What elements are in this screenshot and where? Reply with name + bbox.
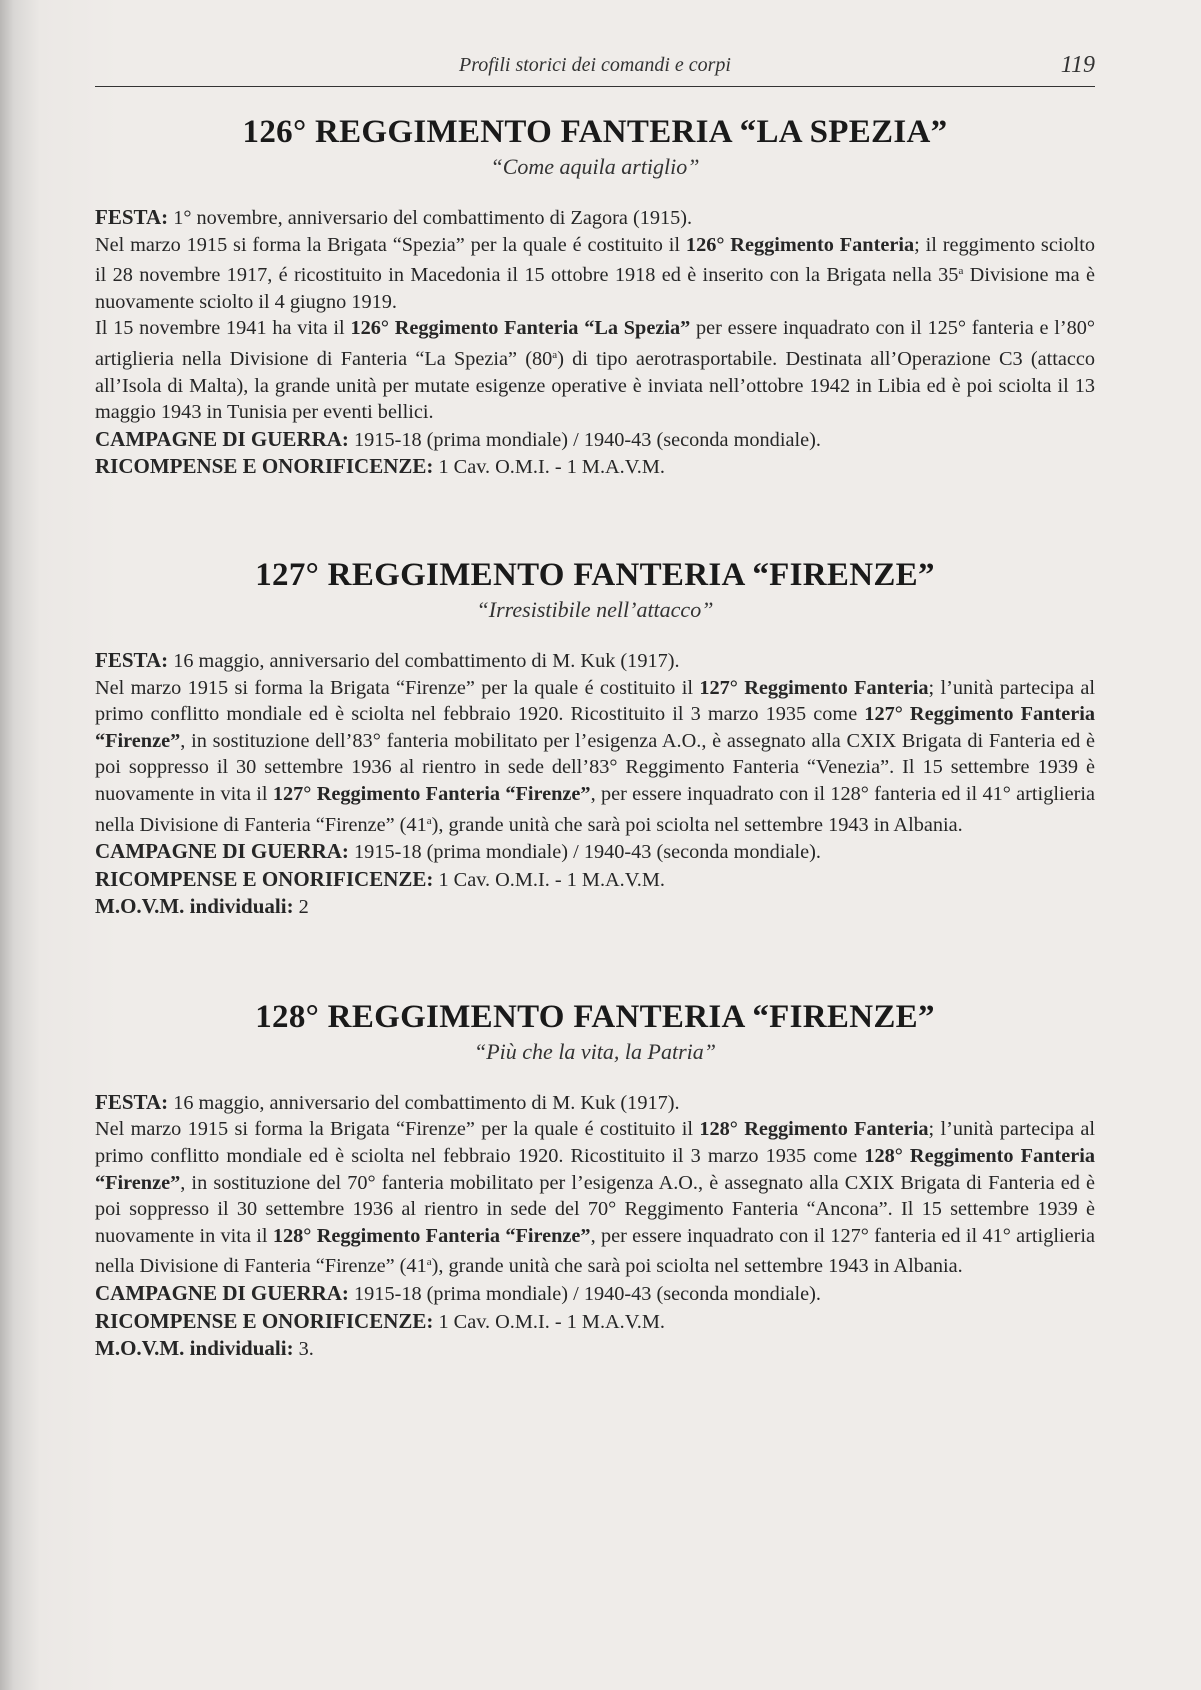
- festa-line: [95, 1089, 1095, 1117]
- history-paragraph-1: Nel marzo 1915 si forma la Brigata “Spezia” per la quale é costituito il 126° Reggimento Fanteria; il reggimento sciolto il 28 novembre 1917, é ricostituito in Macedonia il 15 ottobre 1918 ed è inserito con la Brigata nella 35$^a$ Divisione ma è nuovamente sciolto il 4 giugno 1919.: [95, 233, 1096, 313]
- regiment-name: 128° Reggimento Fanteria: [699, 1118, 929, 1141]
- section-128-firenze: [95, 997, 1095, 1363]
- ricompense-line: [95, 1308, 1095, 1336]
- campagne-value: 1915-18 (prima mondiale) / 1940-43 (seconda mondiale).: [354, 1283, 821, 1306]
- section-motto: “Come aquila artiglio”: [490, 154, 700, 179]
- section-motto: “Irresistibile nell’attacco”: [476, 596, 714, 622]
- ricompense-line: [95, 453, 1095, 481]
- campagne-line: [95, 426, 1095, 454]
- ricompense-line: [95, 866, 1095, 894]
- ricompense-label: RICOMPENSE E ONORIFICENZE:: [95, 1308, 434, 1333]
- regiment-name: 128° Reggimento Fanteria “Firenze”: [272, 1224, 591, 1247]
- section-126-la-spezia: [95, 112, 1095, 481]
- movm-label: M.O.V.M. individuali:: [95, 1336, 294, 1361]
- festa-line: [95, 204, 1095, 232]
- festa-value: 16 maggio, anniversario del combattimento di M. Kuk (1917).: [173, 1091, 680, 1114]
- section-spacer: [95, 481, 1095, 543]
- campagne-label: CAMPAGNE DI GUERRA:: [95, 839, 349, 864]
- campagne-value: 1915-18 (prima mondiale) / 1940-43 (seconda mondiale).: [354, 841, 821, 864]
- regiment-name: 127° Reggimento Fanteria “Firenze”: [272, 782, 591, 805]
- section-body: [95, 647, 1095, 921]
- section-title: 128° REGGIMENTO FANTERIA “FIRENZE”: [255, 998, 935, 1035]
- movm-line: [95, 1335, 1095, 1363]
- campagne-label: CAMPAGNE DI GUERRA:: [95, 1281, 349, 1306]
- regiment-name: 127° Reggimento Fanteria “Firenze”: [95, 703, 1095, 752]
- campagne-line: [95, 1280, 1095, 1308]
- history-paragraph-1: Nel marzo 1915 si forma la Brigata “Firenze” per la quale é costituito il 128° Reggimento Fanteria; l’unità partecipa al primo conflitto mondiale ed è sciolta nel febbraio 1920. Ricostituito il 3 marzo 1935 come 128° Reggimento Fanteria “Firenze”, in sostituzione del 70° fanteria mobilitato per l’esigenza A.O., è assegnato alla CXIX Brigata di Fanteria ed è poi soppresso il 30 settembre 1936 al rientro in sede del 70° Reggimento Fanteria “Ancona”. Il 15 settembre 1939 è nuovamente in vita il 128° Reggimento Fanteria “Firenze”, per essere inquadrato con il 127° fanteria ed il 41° artiglieria nella Divisione di Fanteria “Firenze” (41$^a$), grande unità che sarà poi sciolta nel settembre 1943 in Albania.: [95, 1118, 1095, 1278]
- regiment-name: 126° Reggimento Fanteria “La Spezia”: [350, 317, 691, 340]
- running-header: [95, 52, 1095, 87]
- campagne-line: [95, 838, 1095, 866]
- section-title: 126° REGGIMENTO FANTERIA “LA SPEZIA”: [242, 114, 948, 150]
- movm-line: [95, 893, 1095, 921]
- regiment-name: 126° Reggimento Fanteria: [685, 233, 915, 256]
- history-paragraph-1: Nel marzo 1915 si forma la Brigata “Firenze” per la quale é costituito il 127° Reggimento Fanteria; l’unità partecipa al primo conflitto mondiale ed è sciolta nel febbraio 1920. Ricostituito il 3 marzo 1935 come 127° Reggimento Fanteria “Firenze”, in sostituzione dell’83° fanteria mobilitato per l’esigenza A.O., è assegnato alla CXIX Brigata di Fanteria ed è poi soppresso il 30 settembre 1936 al rientro in sede dell’83° Reggimento Fanteria “Venezia”. Il 15 settembre 1939 è nuovamente in vita il 127° Reggimento Fanteria “Firenze”, per essere inquadrato con il 128° fanteria ed il 41° artiglieria nella Divisione di Fanteria “Firenze” (41$^a$), grande unità che sarà poi sciolta nel settembre 1943 in Albania.: [95, 676, 1095, 836]
- regiment-name: 127° Reggimento Fanteria: [699, 676, 929, 699]
- movm-label: M.O.V.M. individuali:: [95, 894, 294, 919]
- movm-value: 2: [298, 896, 309, 919]
- ricompense-label: RICOMPENSE E ONORIFICENZE:: [95, 866, 434, 891]
- section-motto: “Più che la vita, la Patria”: [474, 1038, 716, 1064]
- regiment-name: 128° Reggimento Fanteria “Firenze”: [95, 1145, 1095, 1194]
- page-number: 119: [1060, 52, 1095, 78]
- ricompense-value: 1 Cav. O.M.I. - 1 M.A.V.M.: [438, 868, 665, 891]
- festa-label: FESTA:: [95, 647, 169, 672]
- ricompense-label: RICOMPENSE E ONORIFICENZE:: [95, 454, 434, 479]
- festa-value: 16 maggio, anniversario del combattimento di M. Kuk (1917).: [173, 649, 680, 672]
- section-127-firenze: [95, 555, 1095, 921]
- ricompense-value: 1 Cav. O.M.I. - 1 M.A.V.M.: [438, 456, 665, 479]
- page-content: [95, 100, 1095, 1363]
- ricompense-value: 1 Cav. O.M.I. - 1 M.A.V.M.: [438, 1310, 665, 1333]
- section-body: [95, 204, 1095, 481]
- festa-label: FESTA:: [95, 1089, 169, 1114]
- movm-value: 3.: [298, 1338, 314, 1361]
- section-title: 127° REGGIMENTO FANTERIA “FIRENZE”: [255, 556, 935, 593]
- festa-line: [95, 647, 1095, 675]
- history-paragraph-2: Il 15 novembre 1941 ha vita il 126° Reggimento Fanteria “La Spezia” per essere inquadrato con il 125° fanteria e l’80° artiglieria nella Divisione di Fanteria “La Spezia” (80$^a$) di tipo aerotrasportabile. Destinata all’Operazione C3 (attacco all’Isola di Malta), la grande unità per mutate esigenze operative è inviata nell’ottobre 1942 in Libia ed è poi sciolta il 13 maggio 1943 in Tunisia per eventi bellici.: [95, 317, 1096, 424]
- section-body: [95, 1089, 1095, 1363]
- running-title: Profili storici dei comandi e corpi: [458, 54, 731, 76]
- campagne-value: 1915-18 (prima mondiale) / 1940-43 (seconda mondiale).: [354, 428, 821, 451]
- campagne-label: CAMPAGNE DI GUERRA:: [95, 426, 349, 451]
- festa-value: 1° novembre, anniversario del combattimento di Zagora (1915).: [173, 207, 693, 229]
- section-spacer: [95, 921, 1095, 985]
- festa-label: FESTA:: [95, 205, 169, 229]
